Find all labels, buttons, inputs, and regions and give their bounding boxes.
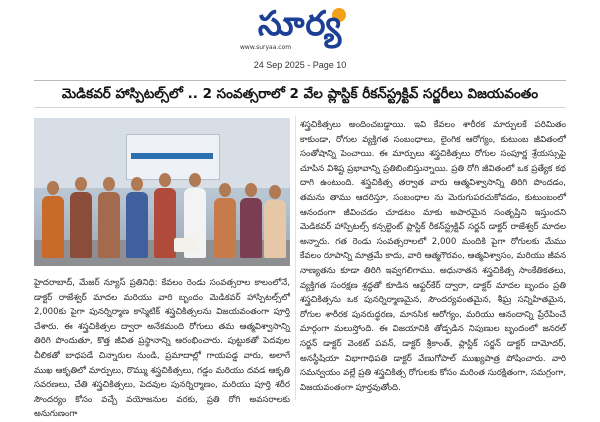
headline-divider [34, 107, 566, 108]
logo-url: www.suryaa.com [240, 44, 292, 51]
photo-banner-stripe [131, 153, 213, 159]
masthead [0, 0, 600, 74]
person-figure [264, 185, 286, 258]
person-figure [98, 177, 120, 258]
date-page-line: 24 Sep 2025 - Page 10 [253, 60, 347, 70]
article-paragraph: హైదరాబాద్, మేజర్ న్యూస్ ప్రతినిధి: కేవలం రెండు సంవత్సరాల కాలంలోనే, డాక్టర్ రాజేశ్వర్ మాదల మరియు వారి బృందం మెడికవర్ హాస్పిటల్స్‌లో 2,000కు పైగా పునర్నిర్మాణ కాస్మెటిక్ శస్త్రచికిత్సలను విజయవంతంగా పూర్తి చేశారు. ఈ శస్త్రచికిత్సల ద్వారా అనేకమంది రోగులు తమ ఆత్మవిశ్వాసాన్ని తిరిగి పొందుతూ, కొత్త జీవిత ప్రస్థానాన్ని ఆరంభించారు. పుట్టుకతో పెదవుల చీలికతో బాధపడే చిన్నారుల నుండి, ప్రమాదాల్లో గాయపడ్డ వారు, అలాగే ముఖ ఆకృతిలో మార్పులు, రొమ్ము శస్త్రచికిత్సలు, గడ్డం మరియు దవడ ఆకృతి సవరణలు, చేతి శస్త్రచికిత్సలు, పెదవుల పునర్నిర్మాణం, మరియు పూర్తి శరీర సౌందర్యం కోసం వచ్చే వయోజనుల వరకు, ప్రతి రోగి అవసరాలకు అనుగుణంగా [34, 278, 290, 420]
person-figure [70, 177, 92, 258]
column-divider [295, 116, 296, 400]
article-photo [34, 118, 290, 266]
person-figure [240, 183, 262, 258]
person-figure [42, 181, 64, 258]
top-divider [34, 80, 566, 81]
cake [174, 238, 198, 252]
article-body-left-column [34, 276, 290, 420]
person-figure [214, 183, 236, 258]
newspaper-logo [236, 6, 364, 54]
person-figure [154, 173, 176, 258]
logo-text: సూర్య [257, 4, 343, 44]
article-paragraph: శస్త్రచికిత్సలు అందించబడ్డాయి. ఇవి కేవలం శారీరక మార్పులకే పరిమితం కాకుండా, రోగుల వ్యక్తిగత సంబంధాలు, లైంగిక ఆరోగ్యం, కుటుంబ జీవితంలో సంతోషాన్ని పెంచాయి. ఈ మార్పులు శస్త్రచికిత్సలు రోగుల సంపూర్ణ శ్రేయస్సుపై చూపిన విశిష్ట ప్రభావాన్ని ప్రతిబింబిస్తున్నాయి. ప్రతి రోగి జీవితంలో ఒక ప్రత్యేక కథ దాగి ఉంటుంది. శస్త్రచికిత్స తర్వాత వారు ఆత్మవిశ్వాసాన్ని తిరిగి పొందడం, తమను తాము ఆదరిస్తూ, సంబంధాల ను మెరుగుపరచుకోవడం, కుటుంబంలో ఆనందంగా జీవించడం చూడటం మాకు అపారమైన సంతృప్తిని ఇస్తుందని మెడికవర్ హాస్పిటల్స్ కన్సల్టెంట్ ప్లాస్టిక్ రీకన్‌స్ట్రక్టివ్ సర్జన్ డాక్టర్ రాజేశ్వర్ మాదల అన్నారు. గత రెండు సంవత్సరాలలో 2,000 మందికి పైగా రోగులకు మేము కేవలం రూపాన్ని మాత్రమే కాదు, వారి ఆత్మగౌరవం, ఆత్మవిశ్వాసం, మరియు జీవన నాణ్యతను కూడా తిరిగి ఇవ్వగలిగాము. అధునాతన శస్త్రచికిత్స సాంకేతికతలు, వ్యక్తిగత సంరక్షణ శ్రద్ధతో కూడిన ఆఫ్టర్‌కేర్ ద్వారా, డాక్టర్ మాదల బృందం ప్రతి శస్త్రచికిత్సను ఒక పునర్నిర్మాణమైన, సౌందర్యవంతమైన, శీఘ్ర సన్నిహితమైన, రోగుల శారీరక పునరుద్ధరణ, మానసిక ఆరోగ్యం, మరియు ఆనందాన్ని ప్రేరేపించే మార్గంగా మలుస్తోంది. ఈ విజయానికి తోడ్పడిన నిపుణుల బృందంలో జనరల్ సర్జన్ డాక్టర్ వెంకట్ పవన్, డాక్టర్ శ్రీకాంత్, ప్లాస్టిక్ సర్జన్ డాక్టర్ దామోదర్, అనస్థీషియా విభాగాధిపతి డాక్టర్ వేణుగోపాల్ ముఖ్యపాత్ర పోషించారు. వారి సమన్వయం వల్లే ప్రతి శస్త్రచికిత్స రోగులకు కోసం మరింత సురక్షితంగా, సమగ్రంగా, విజయవంతంగా పూర్తవుతోంది. [300, 120, 566, 393]
person-figure [126, 177, 148, 258]
article-body-right-column [300, 118, 566, 400]
article-headline: మెడికవర్ హాస్పిటల్స్‌లో .. 2 సంవత్సరాలో 2 వేల ప్లాస్టిక్ రీకన్‌స్ట్రక్టివ్ సర్జరీలు విజయవంతం [61, 86, 539, 102]
